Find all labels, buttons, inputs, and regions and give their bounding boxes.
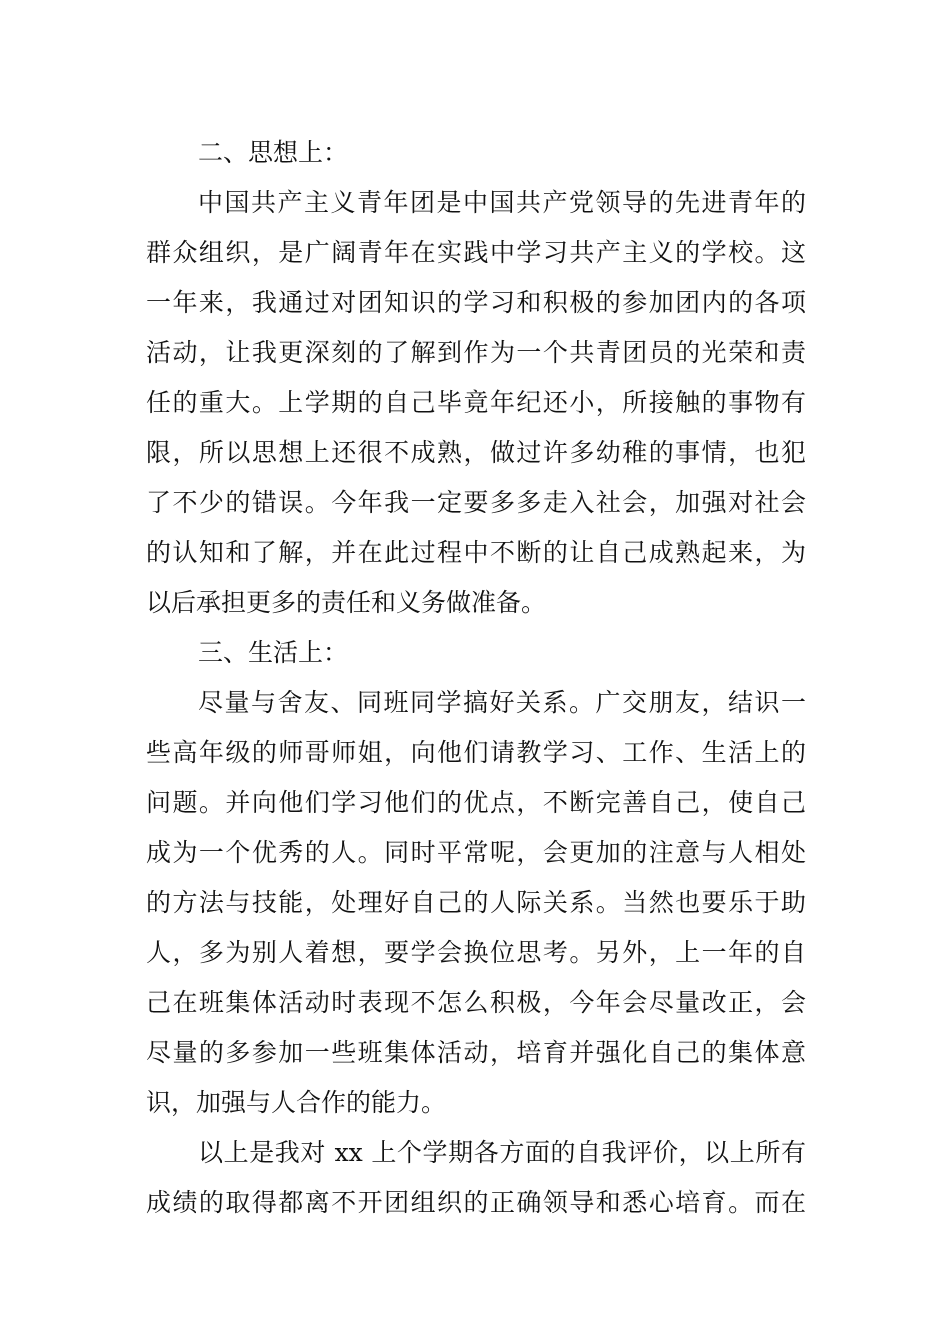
paragraph-line: 的方法与技能，处理好自己的人际关系。当然也要乐于助 <box>146 888 806 917</box>
section-heading-thought: 二、思想上： <box>198 138 349 167</box>
paragraph-line: 的认知和了解，并在此过程中不断的让自己成熟起来，为 <box>146 538 806 567</box>
paragraph-line: 己在班集体活动时表现不怎么积极，今年会尽量改正，会 <box>146 988 806 1017</box>
paragraph-line: 以上是我对 xx 上个学期各方面的自我评价，以上所有 <box>198 1138 806 1167</box>
paragraph-line: 人，多为别人着想，要学会换位思考。另外，上一年的自 <box>146 938 806 967</box>
paragraph-line: 成为一个优秀的人。同时平常呢，会更加的注意与人相处 <box>146 838 806 867</box>
paragraph-line: 一年来，我通过对团知识的学习和积极的参加团内的各项 <box>146 288 806 317</box>
paragraph-line: 尽量的多参加一些班集体活动，培育并强化自己的集体意 <box>146 1038 806 1067</box>
paragraph-line: 了不少的错误。今年我一定要多多走入社会，加强对社会 <box>146 488 806 517</box>
paragraph-line: 以后承担更多的责任和义务做准备。 <box>146 588 547 617</box>
paragraph-line: 中国共产主义青年团是中国共产党领导的先进青年的 <box>198 188 806 217</box>
paragraph-line: 任的重大。上学期的自己毕竟年纪还小，所接触的事物有 <box>146 388 806 417</box>
paragraph-line: 问题。并向他们学习他们的优点，不断完善自己，使自己 <box>146 788 806 817</box>
paragraph-line: 群众组织，是广阔青年在实践中学习共产主义的学校。这 <box>146 238 806 267</box>
paragraph-line: 活动，让我更深刻的了解到作为一个共青团员的光荣和责 <box>146 338 806 367</box>
section-heading-life: 三、生活上： <box>198 638 349 667</box>
paragraph-line: 尽量与舍友、同班同学搞好关系。广交朋友，结识一 <box>198 688 806 717</box>
document-body <box>146 128 806 1228</box>
paragraph-line: 限，所以思想上还很不成熟，做过许多幼稚的事情，也犯 <box>146 438 806 467</box>
paragraph-line: 识，加强与人合作的能力。 <box>146 1088 447 1117</box>
paragraph-line: 些高年级的师哥师姐，向他们请教学习、工作、生活上的 <box>146 738 806 767</box>
paragraph-line: 成绩的取得都离不开团组织的正确领导和悉心培育。而在 <box>146 1188 806 1217</box>
